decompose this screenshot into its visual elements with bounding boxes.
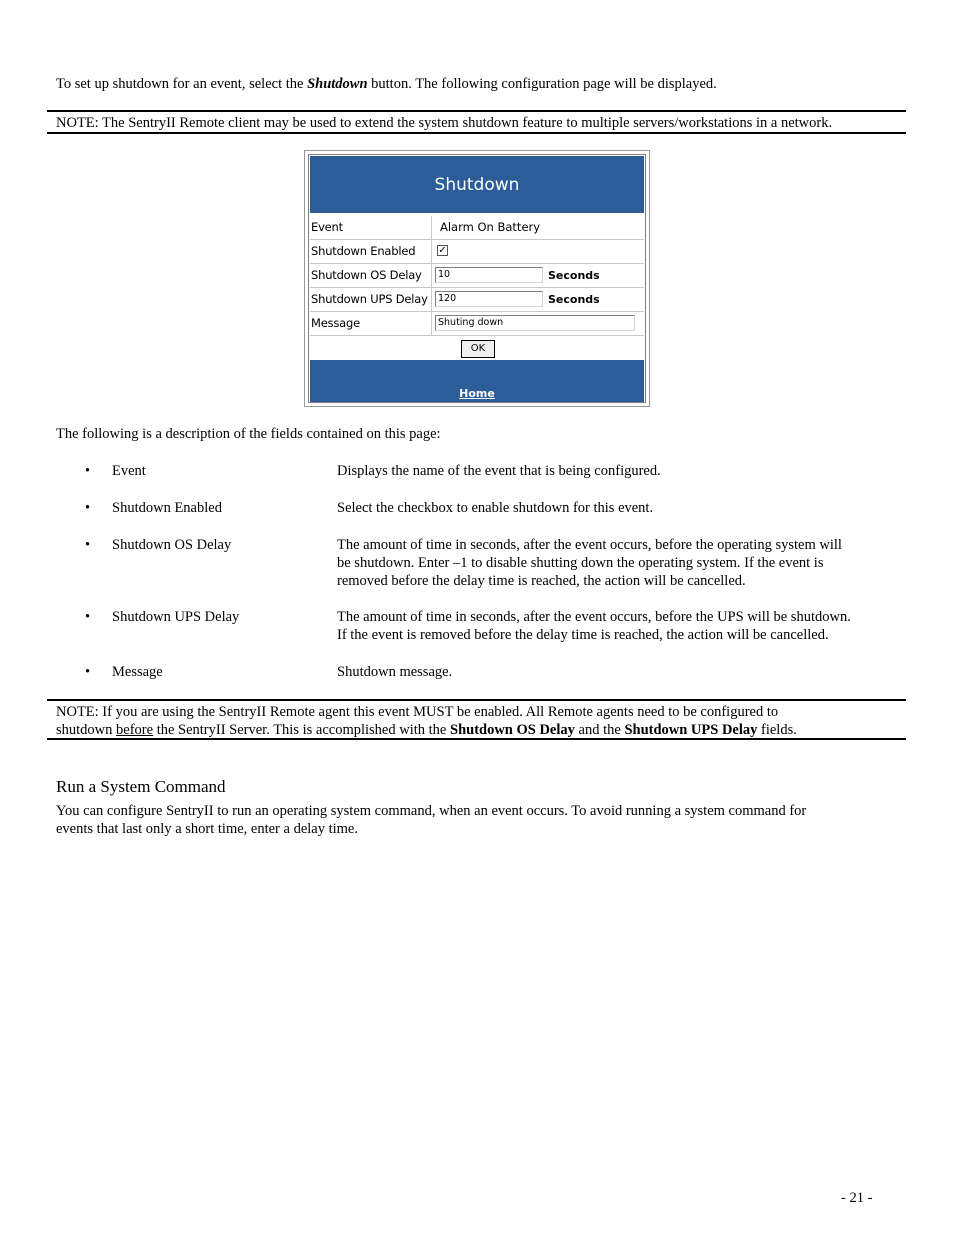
intro-text-after: button. The following configuration page will be displayed.: [367, 76, 717, 92]
field-description: Displays the name of the event that is being configured.: [337, 463, 661, 479]
screenshot-header: [310, 156, 644, 213]
screenshot-title: Shutdown: [434, 174, 520, 195]
field-term: Shutdown UPS Delay: [112, 609, 240, 625]
os-delay-unit: Seconds: [548, 269, 600, 282]
note-text: and the: [574, 722, 625, 738]
row-label: Shutdown OS Delay: [310, 264, 432, 287]
intro-emphasis: Shutdown: [307, 76, 368, 92]
description-line: The amount of time in seconds, after the event occurs, before the UPS will be shutdown.: [337, 609, 851, 625]
row-label: Message: [310, 312, 432, 335]
message-input[interactable]: [435, 315, 635, 331]
note-box-remote-client: [47, 110, 906, 134]
intro-text-before: To set up shutdown for an event, select the: [56, 76, 308, 92]
note-box-remote-agent: [47, 699, 906, 740]
row-label: Shutdown Enabled: [310, 240, 432, 263]
page-number: - 21 -: [841, 1190, 873, 1206]
message-value: Shuting down: [438, 317, 504, 328]
bullet-icon: •: [85, 537, 91, 553]
row-shutdown-ups-delay: [310, 288, 644, 312]
row-shutdown-os-delay: [310, 264, 644, 288]
shutdown-config-screenshot: [304, 150, 650, 407]
section-paragraph: [56, 802, 806, 838]
paragraph-line: events that last only a short time, enter a delay time.: [56, 821, 358, 837]
fields-intro: The following is a description of the fields contained on this page:: [56, 426, 441, 442]
description-line: If the event is removed before the delay time is reached, the action will be cancelled.: [337, 627, 829, 643]
note-line: NOTE: If you are using the SentryII Remote agent this event MUST be enabled. All Remote agents need to be configured to: [56, 704, 779, 720]
field-description: [337, 608, 897, 644]
ok-label: OK: [470, 343, 486, 354]
paragraph-line: You can configure SentryII to run an operating system command, when an event occurs. To avoid running a system command for: [56, 803, 807, 819]
os-delay-value: 10: [438, 269, 451, 280]
row-message: [310, 312, 644, 336]
description-line: be shutdown. Enter –1 to disable shutting down the operating system. If the event is: [337, 555, 824, 571]
field-term: Message: [112, 664, 163, 680]
ups-delay-input[interactable]: [435, 291, 543, 307]
note-underline: before: [116, 722, 154, 738]
shutdown-enabled-checkbox[interactable]: [437, 245, 448, 256]
note-line: [56, 721, 906, 739]
os-delay-input[interactable]: [435, 267, 543, 283]
screenshot-footer: [310, 360, 644, 402]
event-value: Alarm On Battery: [440, 220, 541, 234]
field-term: Shutdown Enabled: [112, 500, 222, 516]
ok-button[interactable]: [461, 340, 495, 358]
row-shutdown-enabled: [310, 240, 644, 264]
note-bold-ups-delay: Shutdown UPS Delay: [624, 722, 758, 738]
bullet-icon: •: [85, 609, 91, 625]
home-link[interactable]: Home: [459, 387, 495, 400]
description-line: The amount of time in seconds, after the event occurs, before the operating system will: [337, 537, 842, 553]
note-text: NOTE: The SentryII Remote client may be used to extend the system shutdown feature to multiple servers/workstations in a network.: [56, 115, 833, 131]
row-label: Shutdown UPS Delay: [310, 288, 432, 311]
description-line: removed before the delay time is reached, the action will be cancelled.: [337, 573, 746, 589]
bullet-icon: •: [85, 500, 91, 516]
field-description: [337, 536, 897, 590]
note-bold-os-delay: Shutdown OS Delay: [450, 722, 575, 738]
note-text: shutdown: [56, 722, 117, 738]
field-term: Shutdown OS Delay: [112, 537, 232, 553]
note-text: the SentryII Server. This is accomplished with the: [153, 722, 450, 738]
field-description: Shutdown message.: [337, 664, 453, 680]
field-description: Select the checkbox to enable shutdown for this event.: [337, 500, 654, 516]
row-event: [310, 216, 644, 240]
ups-delay-value: 120: [438, 293, 457, 304]
section-heading: Run a System Command: [56, 777, 226, 796]
check-mark-icon: ✓: [438, 245, 447, 256]
intro-paragraph: [56, 75, 717, 93]
row-label: Event: [310, 216, 432, 239]
bullet-icon: •: [85, 463, 91, 479]
note-text: fields.: [757, 722, 797, 738]
field-term: Event: [112, 463, 146, 479]
bullet-icon: •: [85, 664, 91, 680]
ups-delay-unit: Seconds: [548, 293, 600, 306]
screenshot-frame: [308, 154, 646, 403]
